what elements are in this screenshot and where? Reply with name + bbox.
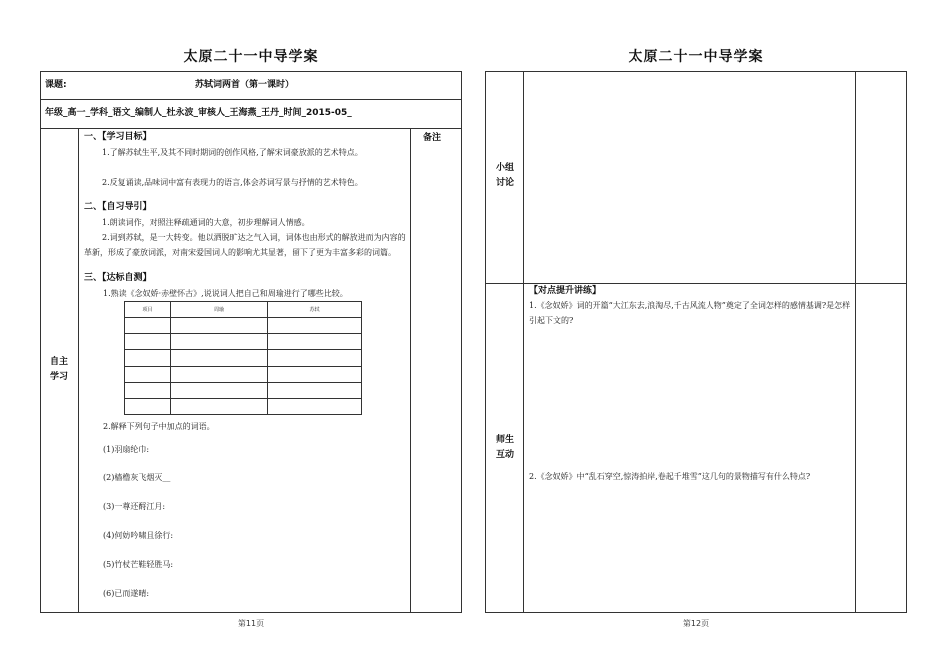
page-number: 第12页 (682, 619, 710, 628)
divider (78, 128, 79, 613)
guide-heading: 二、【自习导引】 (84, 202, 152, 212)
table-cell[interactable] (268, 382, 362, 398)
table-cell[interactable] (268, 350, 362, 366)
page-title: 太原二十一中导学案 (628, 49, 764, 65)
vocab-item: (6)已而遂晴: (103, 589, 150, 598)
table-cell[interactable] (171, 382, 268, 398)
vocab-item: (5)竹杖芒鞋轻胜马: (103, 560, 174, 569)
table-cell[interactable] (125, 350, 171, 366)
table-cell[interactable] (171, 334, 268, 350)
table-cell[interactable] (268, 398, 362, 414)
side-label-self-study: 自主学习 (49, 357, 68, 382)
table-cell[interactable] (125, 398, 171, 414)
divider (40, 99, 462, 100)
divider (40, 128, 462, 129)
right-worksheet-frame (485, 71, 907, 613)
side-label-group-discussion: 小组讨论 (495, 163, 514, 188)
goal-item: 2.反复诵读,品味词中富有表现力的语言,体会苏词写景与抒情的艺术特色。 (102, 178, 363, 187)
table-header-cell: 苏轼 (268, 302, 362, 318)
table-header-cell: 周瑜 (171, 302, 268, 318)
vocab-item: (1)羽扇纶巾: (103, 445, 150, 454)
divider (410, 128, 411, 613)
table-header-row (125, 302, 362, 318)
table-cell[interactable] (268, 334, 362, 350)
goals-heading: 一、【学习目标】 (84, 132, 152, 142)
table-cell[interactable] (171, 318, 268, 334)
table-row (125, 398, 362, 414)
meta-line: 年级_高一_学科_语文_编制人_杜永波_审核人_王海燕_王丹_时间_2015-05_ (45, 108, 352, 118)
table-row (125, 382, 362, 398)
table-cell[interactable] (125, 366, 171, 382)
question-1: 1.熟读《念奴娇·赤壁怀古》,说说词人把自己和周瑜进行了哪些比较。 (103, 289, 348, 298)
test-heading: 三、【达标自测】 (84, 273, 152, 283)
focus-question-2: 2.《念奴娇》中“乱石穿空,惊涛拍岸,卷起千堆雪”这几句的景物描写有什么特点? (529, 472, 811, 481)
vocab-item: (2)樯橹灰飞烟灭__ (103, 473, 171, 482)
divider (855, 71, 856, 613)
table-cell[interactable] (171, 398, 268, 414)
table-row (125, 366, 362, 382)
table-row (125, 318, 362, 334)
topic-label: 课题: (45, 80, 67, 90)
table-cell[interactable] (125, 334, 171, 350)
focus-question-1: 1.《念奴娇》词的开篇“大江东去,浪淘尽,千古风流人物”奠定了全词怎样的感情基调?是怎样引起下文的? (529, 301, 851, 325)
guide-item: 2.词到苏轼，是一大转变。他以洒脱旷达之气入词，词体也由形式的解放进而为内容的革新，形成了豪放词派，对南宋爱国词人的影响尤其显著，留下了更为丰富多彩的词篇。 (84, 233, 406, 257)
side-label-teacher-interaction: 师生互动 (495, 435, 514, 460)
question-2: 2.解释下列句子中加点的词语。 (103, 422, 215, 431)
notes-label: 备注 (423, 133, 442, 143)
table-cell[interactable] (171, 366, 268, 382)
goal-item: 1.了解苏轼生平,及其不同时期词的创作风格,了解宋词豪放派的艺术特点。 (102, 148, 363, 157)
vocab-item: (4)何妨吟啸且徐行: (103, 531, 174, 540)
table-header-cell: 项目 (125, 302, 171, 318)
page-number: 第11页 (237, 619, 265, 628)
focus-heading: 【对点提升讲练】 (529, 286, 602, 296)
table-cell[interactable] (268, 318, 362, 334)
page-title: 太原二十一中导学案 (183, 49, 319, 65)
table-cell[interactable] (268, 366, 362, 382)
divider (523, 71, 524, 613)
comparison-table (124, 301, 362, 415)
guide-item: 1.朗读词作，对照注释疏通词的大意，初步理解词人情感。 (102, 218, 310, 227)
table-cell[interactable] (171, 350, 268, 366)
table-cell[interactable] (125, 382, 171, 398)
table-cell[interactable] (125, 318, 171, 334)
table-row (125, 334, 362, 350)
table-row (125, 350, 362, 366)
topic-title: 苏轼词两首（第一课时） (195, 80, 295, 90)
vocab-item: (3)一尊还酹江月: (103, 502, 166, 511)
